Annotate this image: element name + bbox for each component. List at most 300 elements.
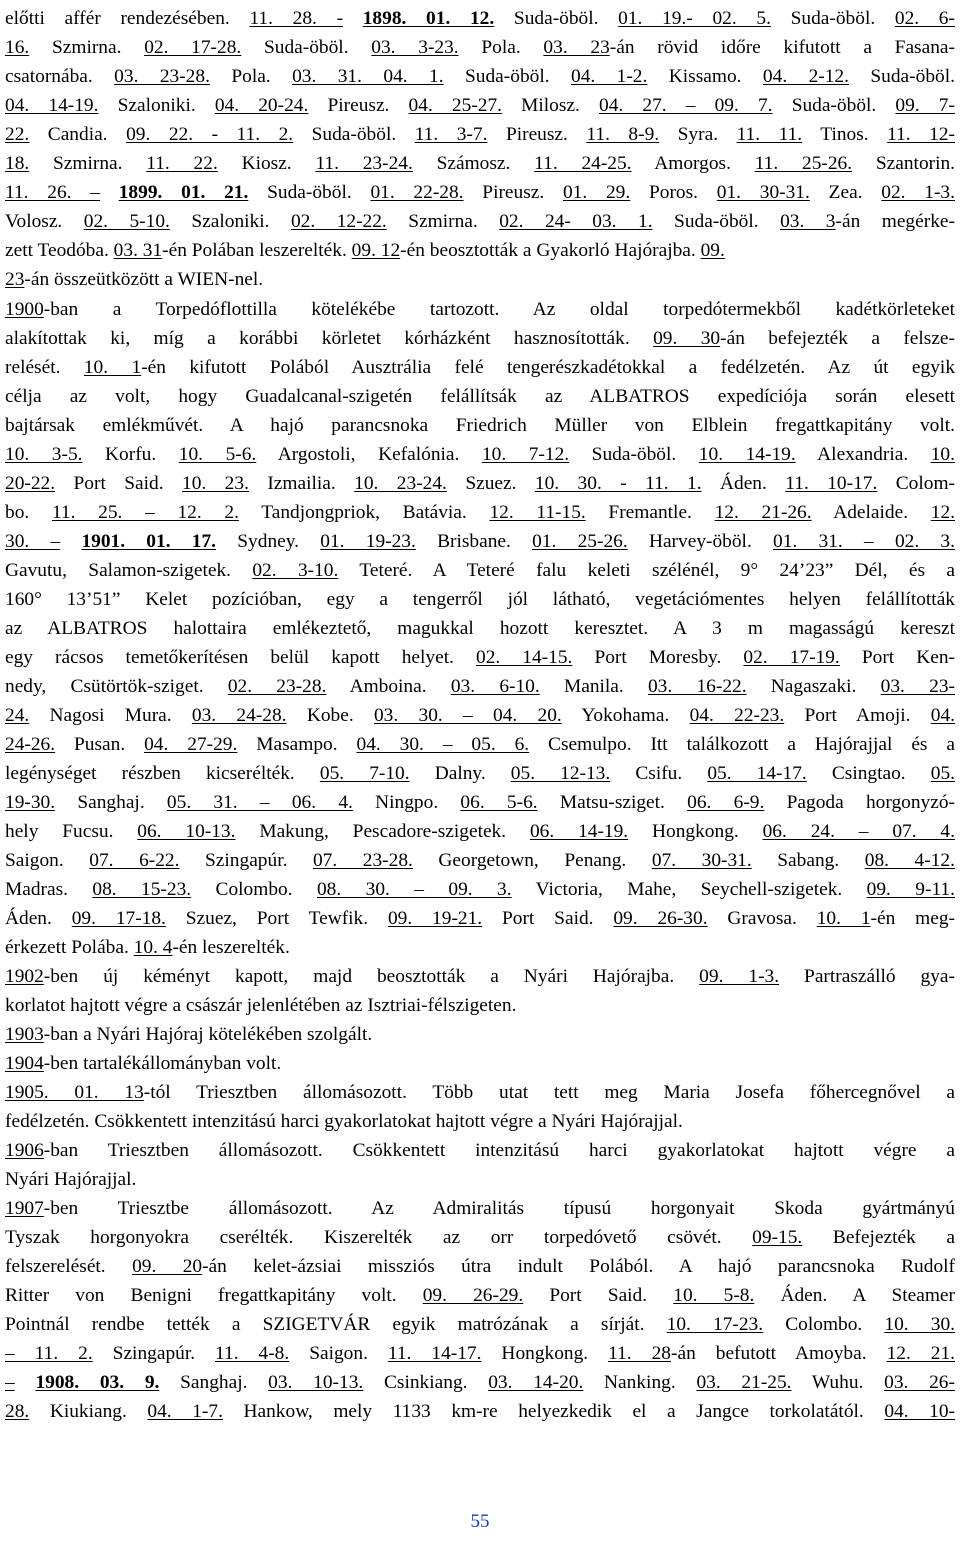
date-reference: 10. 3-5. — [5, 444, 83, 465]
date-reference: 09. 22. - 11. 2. — [126, 124, 294, 145]
text-line — [5, 1107, 955, 1136]
text-run: Suda-öböl. — [494, 8, 619, 29]
text-run: Colombo. — [763, 1314, 885, 1335]
date-reference: 10. 14-19. — [698, 444, 796, 465]
text-run: Kobe. — [286, 705, 374, 726]
date-reference: 04. 14-19. — [5, 95, 99, 116]
text-line — [5, 1397, 955, 1426]
text-run: alakítottak ki, míg a korábbi körletet kórházként hasznosították. — [5, 328, 654, 349]
text-run: -án rövid időre kifutott a Fasana- — [609, 37, 955, 58]
text-run: Hongkong. — [628, 821, 763, 842]
text-run: Saigon. — [289, 1343, 388, 1364]
text-line — [5, 1223, 955, 1252]
date-reference: 09. 19-21. — [387, 908, 483, 929]
date-reference: 02. 5-10. — [83, 211, 170, 232]
date-reference: 03. 10-13. — [268, 1372, 364, 1393]
date-reference: 09. 30 — [653, 328, 721, 349]
text-run: érkezett Polába. — [5, 937, 134, 958]
date-reference: 1902 — [5, 966, 44, 987]
date-reference: – 11. 2. — [5, 1343, 93, 1364]
date-reference: 02. 24- 03. 1. — [499, 211, 653, 232]
text-run: Sabang. — [751, 850, 865, 871]
text-run: Port Ken- — [839, 647, 955, 668]
date-reference: 04. 27-29. — [144, 734, 238, 755]
text-line — [5, 614, 955, 643]
text-line — [5, 1049, 955, 1078]
text-run: Georgetown, Penang. — [412, 850, 652, 871]
text-run: Yokohama. — [561, 705, 690, 726]
text-run: Port Said. — [482, 908, 614, 929]
text-run: Nyári Hajórajjal. — [5, 1169, 137, 1190]
date-reference: 10. 7-12. — [481, 444, 570, 465]
text-run: Masampo. — [237, 734, 357, 755]
text-run: Tinos. — [802, 124, 888, 145]
date-reference: 28. — [5, 1401, 30, 1422]
date-reference: 18. — [5, 153, 30, 174]
date-reference: 06. 6-9. — [687, 792, 765, 813]
text-run: Argostoli, Kefalónia. — [256, 444, 482, 465]
text-run: relését. — [5, 357, 84, 378]
date-reference: 30. – — [5, 531, 61, 552]
text-line — [5, 120, 955, 149]
text-line — [5, 1078, 955, 1107]
text-run: -ben új kéményt kapott, majd beosztották a Nyári Hajórajba. — [43, 966, 700, 987]
text-line — [5, 1281, 955, 1310]
date-reference: 10. 4 — [133, 937, 173, 958]
text-run: -én kifutott Polából Ausztrália felé tengerészkadétokkal a fedélzetén. Az út egyik — [141, 357, 955, 378]
text-run — [100, 182, 119, 203]
text-run: Ritter von Benigni fregattkapitány volt. — [5, 1285, 423, 1306]
text-run: Kiukiang. — [29, 1401, 148, 1422]
text-line — [5, 1165, 955, 1194]
date-reference: 04. 20-24. — [214, 95, 309, 116]
text-run: Zea. — [809, 182, 882, 203]
date-reference: 07. 30-31. — [651, 850, 752, 871]
text-run: célja az volt, hogy Guadalcanal-szigetén felállítsák az ALBATROS expedíciója során elesett — [5, 386, 955, 407]
date-reference: 10. 30. - 11. 1. — [534, 473, 702, 494]
text-run: Suda-öböl. — [293, 124, 415, 145]
text-run: Szantorin. — [852, 153, 955, 174]
date-reference: 04. 1-7. — [147, 1401, 223, 1422]
text-line — [5, 440, 955, 469]
date-reference: 10. 30. — [884, 1314, 955, 1335]
text-run: Hankow, mely 1133 km-re helyezkedik el a Jangce torkolatától. — [222, 1401, 885, 1422]
date-reference: 04. 30. – 05. 6. — [356, 734, 530, 755]
date-reference: 11. 28 — [608, 1343, 672, 1364]
text-run: Amboina. — [326, 676, 451, 697]
date-reference: 08. 30. – 09. 3. — [316, 879, 512, 900]
text-line — [5, 933, 955, 962]
text-line — [5, 265, 955, 294]
text-run: Brisbane. — [415, 531, 533, 552]
text-line — [5, 556, 955, 585]
text-run: Hongkong. — [481, 1343, 609, 1364]
date-reference: 06. 10-13. — [137, 821, 236, 842]
date-reference: 07. 23-28. — [312, 850, 413, 871]
text-line — [5, 1194, 955, 1223]
text-line — [5, 672, 955, 701]
text-run: Amorgos. — [631, 153, 755, 174]
text-line — [5, 469, 955, 498]
text-run: -án megérke- — [835, 211, 955, 232]
date-reference: 03. 31. 04. 1. — [292, 66, 444, 87]
text-run: Szuez, Port Tewfik. — [165, 908, 388, 929]
text-run: Gavutu, Salamon-szigetek. — [5, 560, 253, 581]
text-line — [5, 4, 955, 33]
date-reference: 01. 25-26. — [532, 531, 628, 552]
text-line — [5, 846, 955, 875]
text-run: Manila. — [539, 676, 648, 697]
text-run: korlatot hajtott végre a császár jelenlétében az Isztriai-félszigeten. — [5, 995, 517, 1016]
text-run: Csifu. — [610, 763, 708, 784]
text-run: -én leszerelték. — [172, 937, 290, 958]
text-run: Csemulpo. Itt találkozott a Hajórajjal és a — [529, 734, 955, 755]
text-run: Pireusz. — [308, 95, 409, 116]
text-run: Pointnál rendbe tették a SZIGETVÁR egyik matrózának a sírját. — [5, 1314, 667, 1335]
date-reference: 09. 1-3. — [699, 966, 780, 987]
date-reference: 1906 — [5, 1140, 44, 1161]
date-reference: 24-26. — [5, 734, 56, 755]
text-run: az ALBATROS halottaira emlékeztető, magukkal hozott keresztet. A 3 m magasságú kereszt — [5, 618, 955, 639]
date-reference: 02. 6- — [894, 8, 955, 29]
text-line — [5, 149, 955, 178]
text-run: zett Teodóba. — [5, 240, 114, 261]
text-run: -én meg- — [870, 908, 955, 929]
text-run: 160° 13’51” Kelet pozícióban, egy a tengerről jól látható, vegetációmentes helyen felállították — [5, 589, 955, 610]
text-run: Gravosa. — [707, 908, 817, 929]
date-reference: 03. 21-25. — [696, 1372, 792, 1393]
date-reference: 03. 3 — [780, 211, 836, 232]
date-reference: 03. 30. – 04. 20. — [373, 705, 562, 726]
date-reference: 09. 9-11. — [866, 879, 955, 900]
date-reference: 05. 31. – 06. 4. — [166, 792, 353, 813]
date-reference: 03. 6-10. — [450, 676, 540, 697]
text-run: Kissamo. — [647, 66, 763, 87]
date-reference: 09. 12 — [351, 240, 401, 261]
date-reference: 11. 3-7. — [414, 124, 488, 145]
text-line — [5, 33, 955, 62]
date-reference: 1901. 01. 17. — [81, 531, 217, 552]
text-line — [5, 1368, 955, 1397]
text-line — [5, 498, 955, 527]
date-reference: 09. 7- — [895, 95, 955, 116]
text-run: Szuez. — [446, 473, 535, 494]
date-reference: 09-15. — [752, 1227, 803, 1248]
text-line — [5, 1252, 955, 1281]
date-reference: 10. 23. — [182, 473, 249, 494]
text-run: Milosz. — [502, 95, 600, 116]
text-run: Csingtao. — [806, 763, 931, 784]
text-run: Sanghaj. — [159, 1372, 269, 1393]
date-reference: 04. — [930, 705, 955, 726]
text-run: Matsu-sziget. — [537, 792, 688, 813]
text-run: Számosz. — [412, 153, 535, 174]
date-reference: 10. 5-8. — [673, 1285, 755, 1306]
date-reference: 09. — [700, 240, 725, 261]
text-run: Alexandria. — [795, 444, 931, 465]
date-reference: 03. 23-28. — [114, 66, 210, 87]
text-run: Candia. — [29, 124, 127, 145]
date-reference: 24. — [5, 705, 30, 726]
date-reference: 16. — [5, 37, 30, 58]
text-run: legénységet részben kicserélték. — [5, 763, 320, 784]
date-reference: 1899. 01. 21. — [118, 182, 249, 203]
text-run: -én Polában leszerelték. — [162, 240, 352, 261]
date-reference: 05. 14-17. — [707, 763, 807, 784]
date-reference: 03. 16-22. — [647, 676, 747, 697]
date-reference: 1900 — [5, 299, 44, 320]
date-reference: 03. 14-20. — [488, 1372, 584, 1393]
text-run — [15, 1372, 36, 1393]
date-reference: 02. 23-28. — [227, 676, 327, 697]
text-run: Suda-öböl. — [443, 66, 571, 87]
text-run: Suda-öböl. — [770, 8, 895, 29]
text-run: Poros. — [630, 182, 717, 203]
text-run: Nanking. — [583, 1372, 697, 1393]
text-run: Port Said. — [55, 473, 183, 494]
text-run: -ban a Torpedóflottilla kötelékébe tartozott. Az oldal torpedótermekből kadétkörleteket — [43, 299, 955, 320]
text-run: Suda-öböl. — [241, 37, 372, 58]
text-run: Suda-öböl. — [248, 182, 371, 203]
text-run: Fremantle. — [585, 502, 715, 523]
date-reference: 05. 7-10. — [319, 763, 410, 784]
date-reference: 03. 31 — [113, 240, 163, 261]
text-run: Szmirna. — [386, 211, 500, 232]
text-run: -án összeütközött a WIEN-nel. — [24, 269, 264, 290]
text-line — [5, 382, 955, 411]
date-reference: 03. 23 — [543, 37, 610, 58]
date-reference: 10. 1 — [816, 908, 871, 929]
date-reference: 11. 23-24. — [315, 153, 413, 174]
text-line — [5, 817, 955, 846]
date-reference: 11. 25. – 12. 2. — [51, 502, 239, 523]
date-reference: 10. — [930, 444, 955, 465]
text-run: Port Amoji. — [784, 705, 931, 726]
text-run: Nagaszaki. — [746, 676, 881, 697]
date-reference: 1898. 01. 12. — [362, 8, 495, 29]
date-reference: 11. 14-17. — [387, 1343, 482, 1364]
date-reference: 08. 4-12. — [864, 850, 955, 871]
text-run: -tól Triesztben állomásozott. Több utat tett meg Maria Josefa főhercegnővel a — [143, 1082, 955, 1103]
text-line — [5, 991, 955, 1020]
date-reference: 05. 12-13. — [510, 763, 611, 784]
text-run: -ban a Nyári Hajóraj kötelékében szolgált. — [43, 1024, 373, 1045]
text-run: -én beosztották a Gyakorló Hajórajba. — [400, 240, 701, 261]
text-run: Tandjongpriok, Batávia. — [238, 502, 490, 523]
text-run: Colombo. — [191, 879, 317, 900]
text-run: Suda-öböl. — [848, 66, 955, 87]
text-run: Saigon. — [5, 850, 90, 871]
date-reference: 05. — [930, 763, 955, 784]
date-reference: 01. 19-23. — [320, 531, 416, 552]
text-run: Szaloniki. — [98, 95, 215, 116]
text-run: Áden. — [5, 908, 72, 929]
text-run — [60, 531, 81, 552]
text-run: Colom- — [877, 473, 955, 494]
text-run: Befejezték a — [802, 1227, 955, 1248]
date-reference: 03. 3-23. — [371, 37, 459, 58]
text-run: előtti affér rendezésében. — [5, 8, 250, 29]
date-reference: 11. 22. — [146, 153, 218, 174]
date-reference: 11. 11. — [736, 124, 803, 145]
date-reference: 22. — [5, 124, 30, 145]
text-line — [5, 324, 955, 353]
text-run: Pireusz. — [463, 182, 563, 203]
date-reference: 1905. 01. 13 — [5, 1082, 144, 1103]
text-run: Wuhu. — [791, 1372, 885, 1393]
text-line — [5, 1020, 955, 1049]
date-reference: 1908. 03. 9. — [35, 1372, 160, 1393]
text-run: Izmailia. — [248, 473, 355, 494]
date-reference: 03. 23- — [880, 676, 955, 697]
text-line — [5, 759, 955, 788]
text-run: Madras. — [5, 879, 93, 900]
date-reference: 09. 26-29. — [422, 1285, 524, 1306]
date-reference: 07. 6-22. — [89, 850, 180, 871]
date-reference: 1903 — [5, 1024, 44, 1045]
date-reference: 1904 — [5, 1053, 44, 1074]
date-reference: 11. 10-17. — [785, 473, 878, 494]
text-line — [5, 1136, 955, 1165]
text-run: Port Moresby. — [572, 647, 744, 668]
date-reference: 12. — [930, 502, 955, 523]
date-reference: 06. 5-6. — [460, 792, 538, 813]
date-reference: 01. 22-28. — [370, 182, 464, 203]
date-reference: 11. 12- — [887, 124, 955, 145]
text-run: -ben Triesztbe állomásozott. Az Admiralitás típusú horgonyait Skoda gyártmányú — [43, 1198, 955, 1219]
text-line — [5, 353, 955, 382]
date-reference: 09. 26-30. — [613, 908, 708, 929]
text-run: Port Said. — [523, 1285, 674, 1306]
date-reference: 02. 1-3. — [881, 182, 955, 203]
text-run: Victoria, Mahe, Seychell-szigetek. — [511, 879, 867, 900]
text-run: Áden. A Steamer — [754, 1285, 955, 1306]
date-reference: 06. 24. – 07. 4. — [762, 821, 955, 842]
date-reference: 12. 11-15. — [489, 502, 586, 523]
date-reference: 04. 10- — [884, 1401, 955, 1422]
text-line — [5, 962, 955, 991]
text-line — [5, 62, 955, 91]
date-reference: 02. 14-15. — [476, 647, 573, 668]
text-run — [343, 8, 363, 29]
text-run: Sydney. — [216, 531, 321, 552]
text-line — [5, 585, 955, 614]
date-reference: 02. 12-22. — [290, 211, 387, 232]
date-reference: 12. 21-26. — [714, 502, 812, 523]
date-reference: 19-30. — [5, 792, 56, 813]
text-run: Csinkiang. — [363, 1372, 489, 1393]
text-line — [5, 730, 955, 759]
date-reference: 1907 — [5, 1198, 44, 1219]
date-reference: 11. 4-8. — [215, 1343, 290, 1364]
date-reference: 04. 1-2. — [571, 66, 648, 87]
date-reference: 06. 14-19. — [529, 821, 629, 842]
text-run: bo. — [5, 502, 52, 523]
date-reference: 10. 1 — [83, 357, 142, 378]
text-line — [5, 904, 955, 933]
text-run: Sanghaj. — [55, 792, 167, 813]
text-run: egy rácsos temetőkerítésen belül kapott helyet. — [5, 647, 476, 668]
text-line — [5, 91, 955, 120]
text-run: -ben tartalékállományban volt. — [43, 1053, 282, 1074]
text-line — [5, 527, 955, 556]
text-run: fedélzetén. Csökkentett intenzitású harci gyakorlatokat hajtott végre a Nyári Hajórajjal. — [5, 1111, 683, 1132]
text-line — [5, 295, 955, 324]
date-reference: 04. 27. – 09. 7. — [599, 95, 773, 116]
date-reference: 04. 25-27. — [408, 95, 503, 116]
text-run: Syra. — [659, 124, 737, 145]
text-line — [5, 788, 955, 817]
text-run: Harvey-öböl. — [627, 531, 774, 552]
date-reference: 11. 25-26. — [754, 153, 853, 174]
date-reference: 04. 22-23. — [689, 705, 785, 726]
date-reference: 10. 5-6. — [178, 444, 257, 465]
text-run: Pagoda horgonyzó- — [764, 792, 955, 813]
text-run: -ban Triesztben állomásozott. Csökkentett intenzitású harci gyakorlatokat hajtott végre a — [43, 1140, 955, 1161]
text-run: Áden. — [701, 473, 786, 494]
date-reference: 01. 29. — [562, 182, 631, 203]
text-run: Suda-öböl. — [772, 95, 896, 116]
text-line — [5, 875, 955, 904]
text-line — [5, 236, 955, 265]
date-reference: 23 — [5, 269, 25, 290]
text-run: Korfu. — [82, 444, 179, 465]
date-reference: 12. 21. — [886, 1343, 955, 1364]
text-run: Szmirna. — [29, 153, 147, 174]
date-reference: 10. 23-24. — [354, 473, 447, 494]
text-line — [5, 643, 955, 672]
text-run: Suda-öböl. — [569, 444, 699, 465]
text-run: Szaloniki. — [169, 211, 291, 232]
text-run: Kiosz. — [217, 153, 316, 174]
date-reference: 04. 2-12. — [762, 66, 849, 87]
date-reference: 11. 24-25. — [534, 153, 632, 174]
text-run: Tyszak horgonyokra cserélték. Kiszerelték az orr torpedóvető csövét. — [5, 1227, 753, 1248]
date-reference: 09. 17-18. — [71, 908, 166, 929]
text-run: bajtársak emlékművét. A hajó parancsnoka Friedrich Müller von Elblein fregattkapitány volt. — [5, 415, 955, 436]
text-line — [5, 207, 955, 236]
text-run: Szingapúr. — [179, 850, 313, 871]
date-reference: 02. 17-28. — [144, 37, 242, 58]
text-run: Pola. — [458, 37, 544, 58]
date-reference: 09. 20 — [132, 1256, 203, 1277]
text-run: nedy, Csütörtök-sziget. — [5, 676, 228, 697]
date-reference: 01. 31. – 02. 3. — [773, 531, 955, 552]
text-line — [5, 1310, 955, 1339]
text-line — [5, 701, 955, 730]
text-line — [5, 1339, 955, 1368]
text-run: Pireusz. — [487, 124, 587, 145]
text-run: Teteré. A Teteré falu keleti szélénél, 9° 24’23” Dél, és a — [338, 560, 955, 581]
text-run: hely Fucsu. — [5, 821, 138, 842]
date-reference: 11. 26. – — [5, 182, 100, 203]
text-run: Partraszálló gya- — [779, 966, 955, 987]
date-reference: 20-22. — [5, 473, 56, 494]
text-run: felszerelését. — [5, 1256, 133, 1277]
text-run: Suda-öböl. — [652, 211, 781, 232]
text-run: Szmirna. — [29, 37, 145, 58]
text-run: -án befutott Amoyba. — [671, 1343, 887, 1364]
date-reference: 08. 15-23. — [92, 879, 192, 900]
date-reference: 11. 8-9. — [586, 124, 660, 145]
text-run: Pusan. — [55, 734, 145, 755]
page-number: 55 — [470, 1511, 490, 1532]
date-reference: 11. 28. - — [249, 8, 344, 29]
text-run: Dalny. — [409, 763, 511, 784]
text-run: Makung, Pescadore-szigetek. — [235, 821, 530, 842]
text-run: Nagosi Mura. — [29, 705, 192, 726]
date-reference: – — [5, 1372, 15, 1393]
